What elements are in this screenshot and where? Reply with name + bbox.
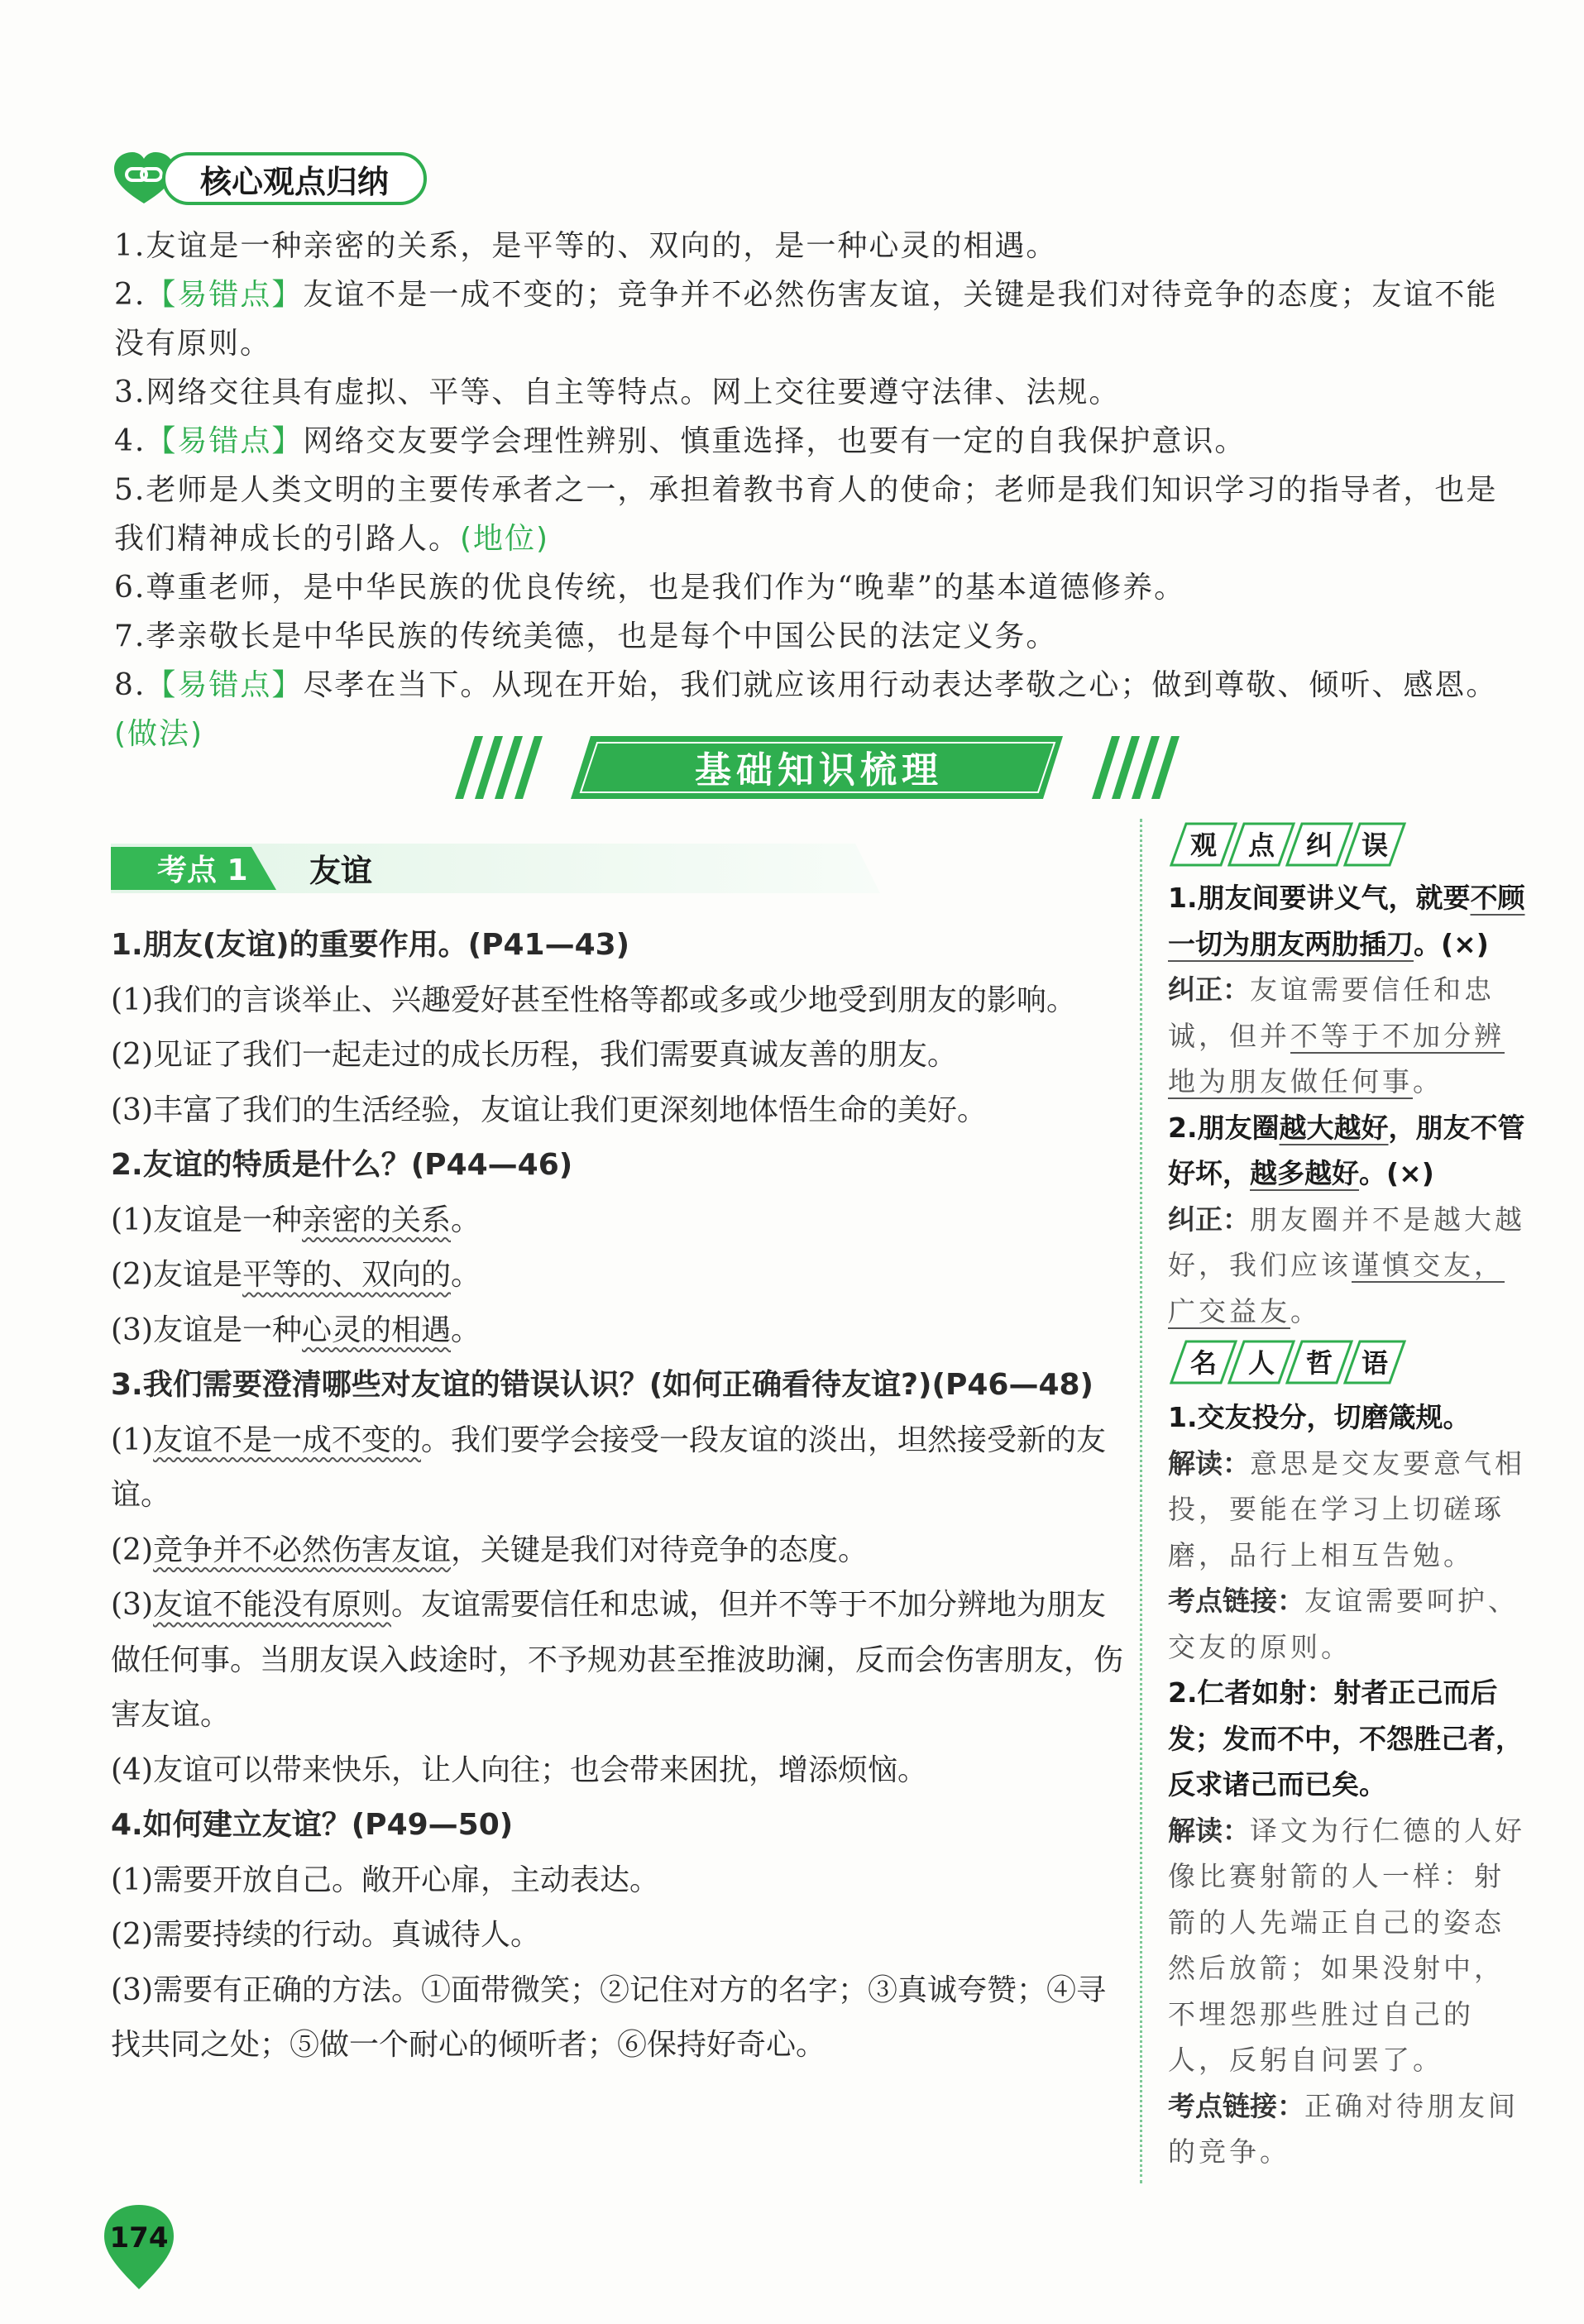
question-heading: 2.友谊的特质是什么？(P44—46) — [111, 1148, 573, 1182]
question-heading: 3.我们需要澄清哪些对友谊的错误认识？(如何正确看待友谊?)(P46—48) — [111, 1368, 1094, 1402]
question-heading: 4.如何建立友谊？(P49—50) — [111, 1808, 514, 1842]
tag-char: 观 — [1189, 830, 1218, 861]
page-number: 174 — [109, 2221, 169, 2255]
answer-item: (3)需要有正确的方法。①面带微笑；②记住对方的名字；③真诚夸赞；④寻找共同之处；⑤做一个耐心的倾听者；⑥保持好奇心。 — [111, 1973, 1106, 2062]
error-prone-tag: 【易错点】 — [146, 668, 304, 702]
answer-item: (2)友谊是平等的、双向的。 — [111, 1258, 481, 1292]
core-point: 7.孝亲敬长是中华民族的传统美德，也是每个中国公民的法定义务。 — [114, 619, 1058, 653]
error-prone-tag: 【易错点】 — [146, 424, 304, 458]
main-content — [111, 918, 1128, 2073]
kaodian-label: 考点 1 — [157, 854, 248, 887]
tag-char: 哲 — [1305, 1347, 1333, 1379]
column-divider — [1140, 819, 1142, 2183]
core-point: 3.网络交往具有虚拟、平等、自主等特点。网上交往要遵守法律、法规。 — [114, 375, 1121, 409]
key-phrase: 谨慎交友，广交益友 — [1168, 1249, 1505, 1327]
tag-char: 误 — [1361, 830, 1389, 861]
banner-title: 基础知识梳理 — [695, 749, 943, 791]
sidebar-corrections: 1.朋友间要讲义气，就要不顾一切为朋友两肋插刀。(×) 纠正：友谊需要信任和忠诚，但并不等于不加分辨地为朋友做任何事。 2.朋友圈越大越好，朋友不管好坏，越多越好。(×) 纠正：朋友圈并不是越大越好，我们应该谨慎交友，广交益友。 — [1168, 882, 1525, 1327]
key-phrase: 不顾一切为朋友两肋插刀 — [1168, 882, 1525, 960]
core-point: 8.【易错点】尽孝在当下。从现在开始，我们就应该用行动表达孝敬之心；做到尊敬、倾听、感恩。(做法) — [114, 668, 1498, 751]
tag-char: 名 — [1189, 1347, 1218, 1379]
answer-item: (1)需要开放自己。敞开心扉，主动表达。 — [111, 1863, 659, 1897]
tag-char: 纠 — [1305, 830, 1333, 861]
tag-char: 人 — [1247, 1347, 1275, 1379]
key-phrase: 亲密的关系 — [302, 1203, 452, 1237]
key-phrase: 平等的、双向的 — [242, 1258, 452, 1292]
sidebar-tag-quotes — [1166, 1338, 1408, 1386]
question-heading: 1.朋友(友谊)的重要作用。(P41—43) — [111, 928, 630, 962]
key-phrase: 越大越好 — [1279, 1111, 1389, 1144]
key-phrase: 心灵的相遇 — [302, 1313, 452, 1347]
core-points — [114, 222, 1520, 758]
error-prone-tag: 【易错点】 — [146, 278, 304, 312]
core-point: 6.尊重老师，是中华民族的优良传统，也是我们作为“晚辈”的基本道德修养。 — [114, 571, 1186, 605]
key-phrase: 友谊不是一成不变的 — [153, 1423, 422, 1457]
key-phrase: 不等于不加分辨地为朋友做任何事 — [1168, 1019, 1505, 1097]
kaodian-title: 友谊 — [309, 853, 373, 889]
point-category: (地位) — [460, 522, 550, 556]
answer-item: (2)见证了我们一起走过的成长历程，我们需要真诚友善的朋友。 — [111, 1038, 957, 1072]
answer-item: (3)友谊不能没有原则。友谊需要信任和忠诚，但并不等于不加分辨地为朋友做任何事。当朋友误入歧途时，不予规劝甚至推波助澜，反而会伤害朋友，伤害友谊。 — [111, 1588, 1124, 1732]
sidebar-quotes: 1.交友投分，切磨箴规。 解读：意思是交友要意气相投，要能在学习上切磋琢磨，品行上相互告勉。 考点链接：友谊需要呵护、交友的原则。 2.仁者如射：射者正己而后发；发而不中，不怨胜己者，反求诸己而已矣。 解读：译文为行仁德的人好像比赛射箭的人一样：射箭的人先端正自己的姿态然后放箭；如果没射中，不埋怨那些胜过自己的人，反躬自问罢了。 考点链接：正确对待朋友间的竞争。 — [1168, 1401, 1525, 2168]
tag-char: 语 — [1361, 1347, 1389, 1379]
answer-item: (1)友谊是一种亲密的关系。 — [111, 1203, 481, 1237]
answer-item: (1)友谊不是一成不变的。我们要学会接受一段友谊的淡出，坦然接受新的友谊。 — [111, 1423, 1107, 1512]
core-point: 2.【易错点】友谊不是一成不变的；竞争并不必然伤害友谊，关键是我们对待竞争的态度；友谊不能没有原则。 — [114, 278, 1498, 361]
core-point: 1.友谊是一种亲密的关系，是平等的、双向的，是一种心灵的相遇。 — [114, 229, 1058, 263]
core-point: 4.【易错点】网络交友要学会理性辨别、慎重选择，也要有一定的自我保护意识。 — [114, 424, 1247, 458]
point-category: (做法) — [114, 717, 204, 751]
answer-item: (2)需要持续的行动。真诚待人。 — [111, 1918, 540, 1952]
key-phrase: 越多越好 — [1250, 1157, 1359, 1189]
answer-item: (4)友谊可以带来快乐，让人向往；也会带来困扰，增添烦恼。 — [111, 1753, 927, 1787]
answer-item: (3)友谊是一种心灵的相遇。 — [111, 1313, 481, 1347]
section-title: 核心观点归纳 — [162, 152, 427, 205]
core-point: 5.老师是人类文明的主要传承者之一，承担着教书育人的使命；老师是我们知识学习的指导者，也是我们精神成长的引路人。(地位) — [114, 473, 1498, 556]
answer-item: (3)丰富了我们的生活经验，友谊让我们更深刻地体悟生命的美好。 — [111, 1093, 987, 1127]
sidebar-tag-correction — [1166, 820, 1408, 868]
answer-item: (2)竞争并不必然伤害友谊，关键是我们对待竞争的态度。 — [111, 1533, 869, 1567]
key-phrase: 友谊不能没有原则 — [153, 1588, 392, 1622]
tag-char: 点 — [1247, 830, 1275, 861]
answer-item: (1)我们的言谈举止、兴趣爱好甚至性格等都或多或少地受到朋友的影响。 — [111, 983, 1076, 1017]
key-phrase: 竞争并不必然伤害友谊 — [153, 1533, 452, 1567]
